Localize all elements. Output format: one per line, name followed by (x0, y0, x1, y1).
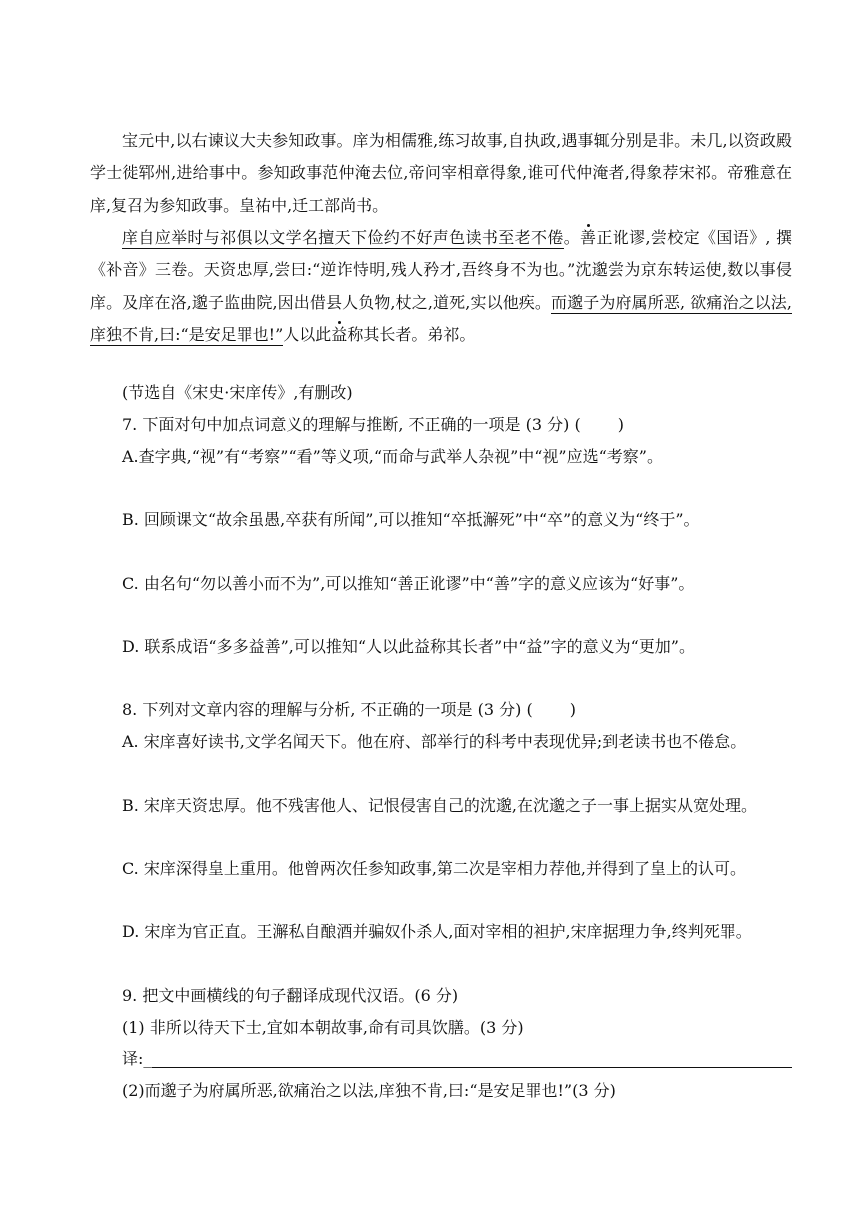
answer-blank-line[interactable] (152, 1067, 792, 1068)
passage-text: 称其长者。弟祁。 (347, 324, 476, 344)
passage-paragraph-1: 宝元中,以右谏议大夫参知政事。庠为相儒雅,练习故事,自执政,遇事辄分别是非。未几,以资政殿学士徙郓州,进给事中。参知政事范仲淹去位,帝问宰相章得象,谁可代仲淹者,得象荐宋祁。帝雅意在庠,复召为参知政事。皇祐中,迁工部尚书。 (90, 131, 792, 215)
question-7-option-b: B. 回顾课文“故余虽愚,卒获有所闻”,可以推知“卒抵澥死”中“卒”的意义为“终于”。 (122, 510, 700, 529)
question-9-sentence-1: (1) 非所以待天下士,宜如本朝故事,命有司具饮膳。(3 分) (122, 1018, 524, 1037)
question-8-option-d: D. 宋庠为官正直。王澥私自酿酒并骗奴仆杀人,面对宰相的袒护,宋庠据理力争,终判死罪。 (122, 922, 752, 941)
question-8-stem: 8. 下列对文章内容的理解与分析, 不正确的一项是 (3 分) ( ) (122, 700, 577, 719)
source-note: (节选自《宋史·宋庠传》,有删改) (122, 383, 353, 402)
answer-blank-text: ___ (143, 1049, 168, 1068)
dotted-char-yi: 益 (331, 324, 348, 344)
dotted-char-shan: 善 (580, 228, 597, 247)
question-7-stem: 7. 下面对句中加点词意义的理解与推断, 不正确的一项是 (3 分) ( ) (122, 415, 625, 434)
question-9-stem: 9. 把文中画横线的句子翻译成现代汉语。(6 分) (122, 986, 459, 1005)
underlined-sentence-1: 庠自应举时与祁俱以文学名擅天下俭约不好声色读书至老不倦 (122, 228, 564, 247)
question-8-option-b: B. 宋庠天资忠厚。他不残害他人、记恨侵害自己的沈邈,在沈邈之子一事上据实从宽处理。 (122, 796, 758, 815)
question-9-sentence-2: (2)而邈子为府属所恶,欲痛治之以法,庠独不肯,曰:“是安足罪也!”(3 分) (122, 1081, 616, 1100)
question-7-option-a: A.查字典,“视”有“考察”“看”等义项,“而命与武举人杂视”中“视”应选“考察”。 (122, 447, 663, 466)
underlined-sentence-2: 而邈子为府属所恶, 欲痛治之以法,庠独不肯,曰:“是安足罪也!” (90, 292, 792, 344)
punctuation: 。 (563, 228, 581, 247)
question-8-option-a: A. 宋庠喜好读书,文学名闻天下。他在府、部举行的科考中表现优异;到老读书也不倦怠。 (122, 732, 747, 751)
passage-text: 人以此 (283, 324, 332, 344)
answer-label-text: 译: (122, 1049, 144, 1068)
question-8-option-c: C. 宋庠深得皇上重用。他曾两次任参知政事,第二次是宰相力荐他,并得到了皇上的认可。 (122, 859, 747, 878)
answer-label (122, 1043, 792, 1075)
passage-text: 正讹谬,尝校定《国语》, 撰《补音》三卷。天资忠厚,尝曰:“逆诈恃明,残人矜才,吾终身不为也。”沈邈尝为京东转运使,数以事侵庠。及庠在洛,邈子监曲院,因出借县人负物,杖之,道死,实以他疾。 (90, 228, 792, 312)
question-7-option-d: D. 联系成语“多多益善”,可以推知“人以此益称其长者”中“益”字的意义为“更加”。 (122, 637, 695, 656)
question-7-option-c: C. 由名句“勿以善小而不为”,可以推知“善正讹谬”中“善”字的意义应该为“好事”。 (122, 574, 695, 593)
passage-paragraph-2 (90, 222, 792, 351)
